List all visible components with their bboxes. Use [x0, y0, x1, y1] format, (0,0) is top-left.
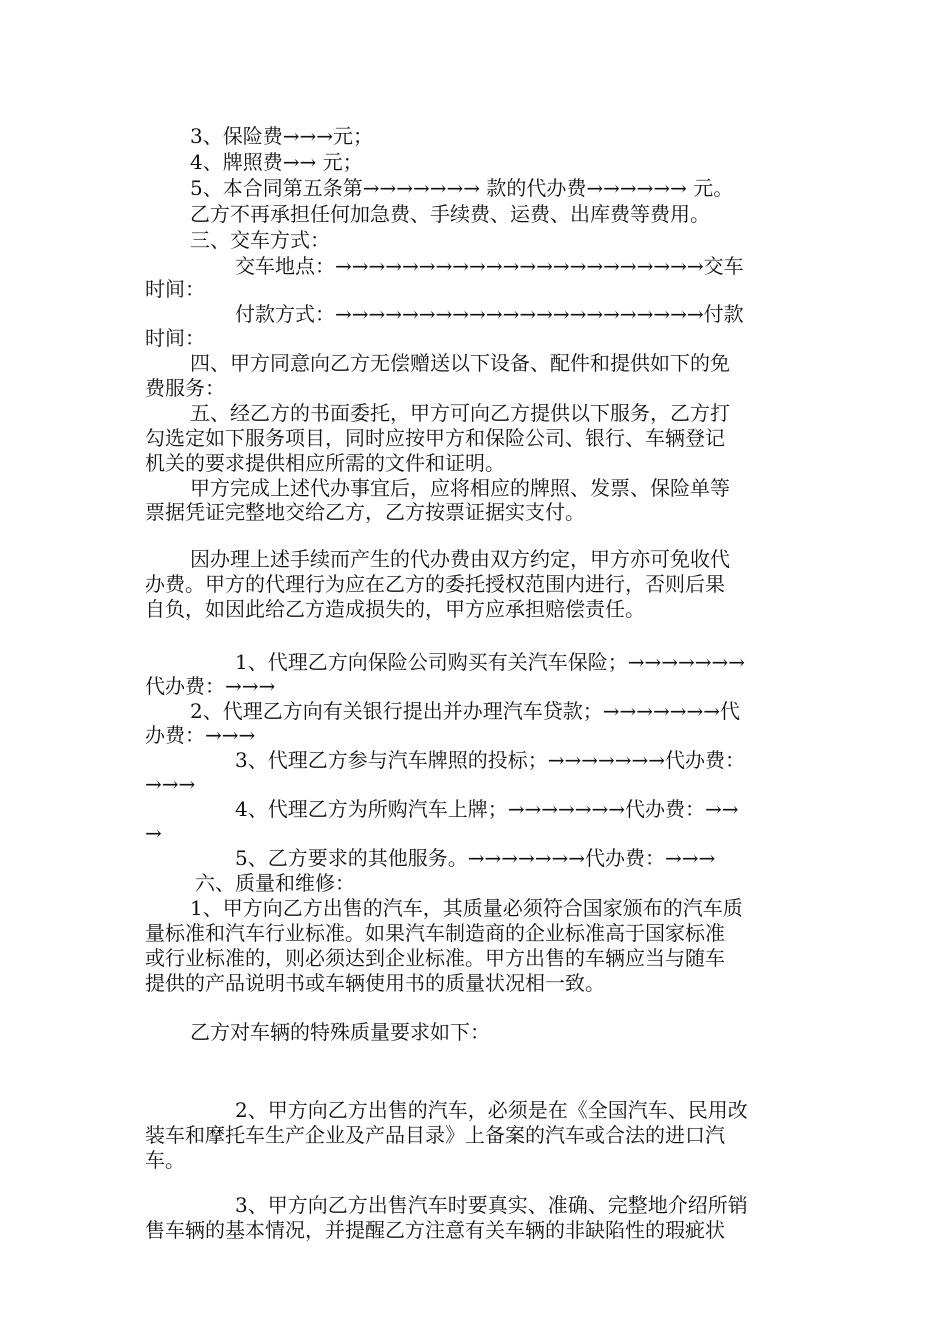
text-line: 3、保险费→→→元；	[190, 124, 373, 148]
text-line: 机关的要求提供相应所需的文件和证明。	[145, 451, 505, 475]
text-line: 3、代理乙方参与汽车牌照的投标；→→→→→→→代办费：	[235, 748, 746, 772]
text-line: 费服务：	[145, 376, 225, 400]
text-line: 1、代理乙方向保险公司购买有关汽车保险；→→→→→→→	[235, 650, 746, 674]
text-line: →→→	[145, 772, 196, 796]
text-line: 代办费：→→→	[145, 674, 276, 698]
text-line: 乙方不再承担任何加急费、手续费、运费、出库费等费用。	[190, 202, 710, 226]
text-line: 办费：→→→	[145, 723, 256, 747]
text-line: 装车和摩托车生产企业及产品目录》上备案的汽车或合法的进口汽	[145, 1123, 725, 1147]
text-line: 甲方完成上述代办事宜后，应将相应的牌照、发票、保险单等	[190, 476, 730, 500]
text-line: 2、代理乙方向有关银行提出并办理汽车贷款；→→→→→→→代	[190, 699, 741, 723]
text-line: 5、乙方要求的其他服务。→→→→→→→代办费：→→→	[235, 846, 716, 870]
text-line: 付款方式：→→→→→→→→→→→→→→→→→→→→→→付款	[235, 302, 744, 326]
text-line: 5、本合同第五条第→→→→→→→ 款的代办费→→→→→→ 元。	[190, 176, 734, 200]
text-line: 交车地点：→→→→→→→→→→→→→→→→→→→→→→交车	[235, 254, 744, 278]
text-line: →	[145, 821, 162, 845]
text-line: 4、牌照费→→ 元；	[190, 150, 363, 174]
text-line: 四、甲方同意向乙方无偿赠送以下设备、配件和提供如下的免	[190, 351, 730, 375]
text-line: 六、质量和维修：	[195, 871, 355, 895]
text-line: 勾选定如下服务项目，同时应按甲方和保险公司、银行、车辆登记	[145, 426, 725, 450]
text-line: 车。	[145, 1148, 185, 1172]
text-line: 量标准和汽车行业标准。如果汽车制造商的企业标准高于国家标准	[145, 921, 725, 945]
text-line: 五、经乙方的书面委托，甲方可向乙方提供以下服务，乙方打	[190, 401, 730, 425]
text-line: 票据凭证完整地交给乙方，乙方按票证据实支付。	[145, 500, 585, 524]
text-line: 自负，如因此给乙方造成损失的，甲方应承担赔偿责任。	[145, 597, 645, 621]
text-line: 或行业标准的，则必须达到企业标准。甲方出售的车辆应当与随车	[145, 946, 725, 970]
text-line: 1、甲方向乙方出售的汽车，其质量必须符合国家颁布的汽车质	[190, 896, 743, 920]
text-line: 办费。甲方的代理行为应在乙方的委托授权范围内进行，否则后果	[145, 572, 725, 596]
text-line: 4、代理乙方为所购汽车上牌；→→→→→→→代办费：→→	[235, 797, 739, 821]
text-line: 三、交车方式：	[190, 228, 330, 252]
text-line: 乙方对车辆的特殊质量要求如下：	[190, 1020, 490, 1044]
text-line: 时间：	[145, 326, 205, 350]
text-line: 3、甲方向乙方出售汽车时要真实、准确、完整地介绍所销	[235, 1193, 748, 1217]
text-line: 因办理上述手续而产生的代办费由双方约定，甲方亦可免收代	[190, 547, 730, 571]
text-line: 时间：	[145, 277, 205, 301]
text-line: 提供的产品说明书或车辆使用书的质量状况相一致。	[145, 971, 605, 995]
text-line: 2、甲方向乙方出售的汽车，必须是在《全国汽车、民用改	[235, 1098, 748, 1122]
text-line: 售车辆的基本情况，并提醒乙方注意有关车辆的非缺陷性的瑕疵状	[145, 1218, 725, 1242]
